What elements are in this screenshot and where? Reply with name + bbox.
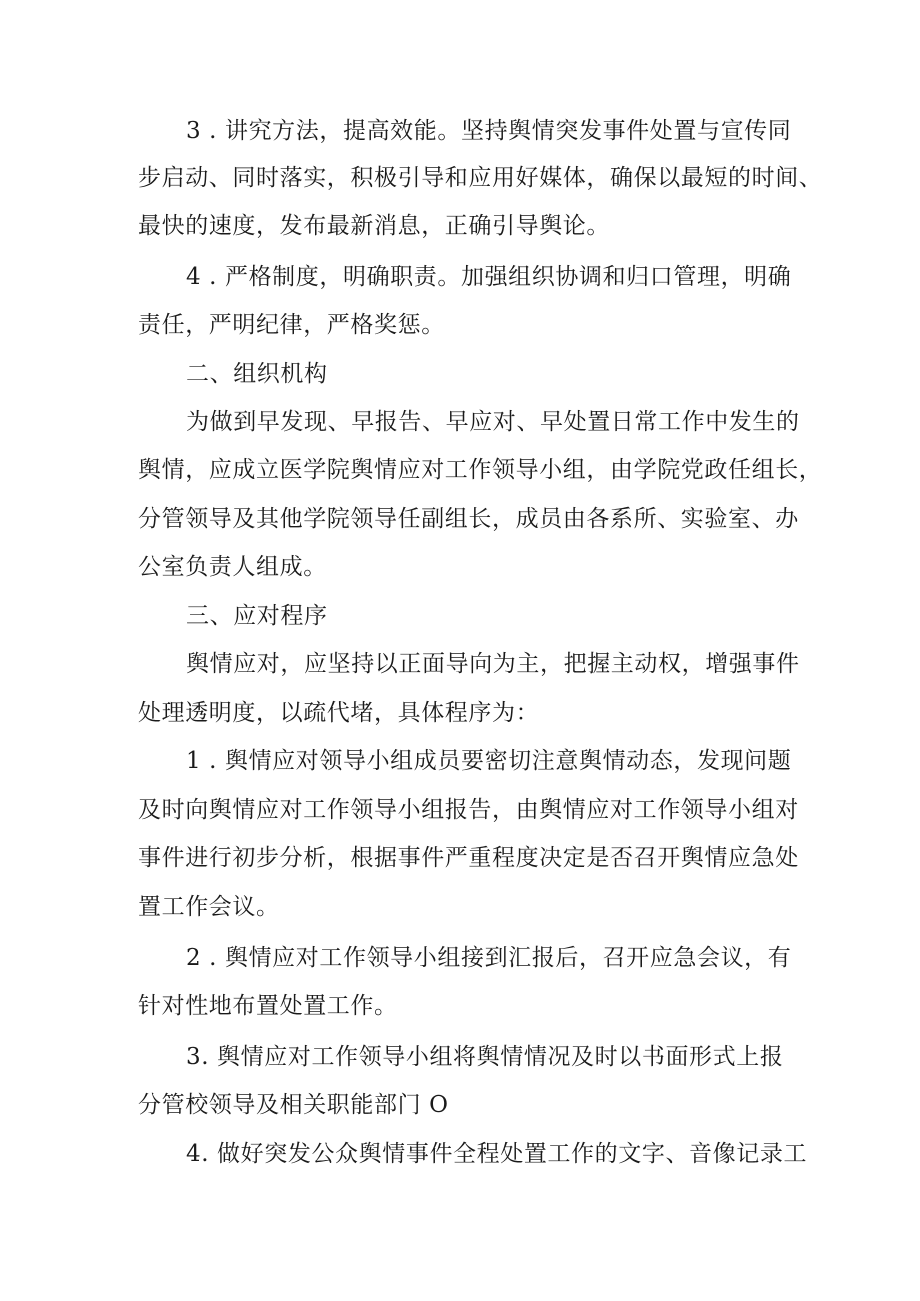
paragraph-line: 分管领导及其他学院领导任副组长，成员由各系所、实验室、办: [138, 506, 799, 532]
paragraph-line: 为做到早发现、早报告、早应对、早处置日常工作中发生的: [186, 409, 800, 435]
section-heading-organization: 二、组织机构: [186, 361, 328, 387]
paragraph-line: 3 . 讲究方法，提高效能。坚持舆情突发事件处置与宣传同: [186, 118, 792, 144]
paragraph-line: 舆情，应成立医学院舆情应对工作领导小组，由学院党政任组长，: [138, 457, 823, 483]
section-heading-procedure: 三、应对程序: [186, 603, 328, 629]
paragraph-line: 及时向舆情应对工作领导小组报告，由舆情应对工作领导小组对: [138, 797, 799, 823]
paragraph-line: 4. 做好突发公众舆情事件全程处置工作的文字、音像记录工: [186, 1141, 808, 1167]
paragraph-line: 事件进行初步分析，根据事件严重程度决定是否召开舆情应急处: [138, 845, 799, 871]
paragraph-line: 责任，严明纪律，严格奖惩。: [138, 312, 445, 338]
paragraph-line: 置工作会议。: [138, 894, 280, 920]
paragraph-line: 4 . 严格制度，明确职责。加强组织协调和归口管理，明确: [186, 264, 792, 290]
paragraph-line: 舆情应对，应坚持以正面导向为主，把握主动权，增强事件: [186, 651, 800, 677]
paragraph-line: 处理透明度，以疏代堵，具体程序为：: [138, 700, 540, 726]
paragraph-line: 1 . 舆情应对领导小组成员要密切注意舆情动态，发现问题: [186, 748, 792, 774]
paragraph-line: 2 . 舆情应对工作领导小组接到汇报后，召开应急会议，有: [186, 945, 792, 971]
paragraph-line: 针对性地布置处置工作。: [138, 993, 398, 1019]
paragraph-line: 3. 舆情应对工作领导小组将舆情情况及时以书面形式上报: [186, 1044, 784, 1070]
paragraph-line: 最快的速度，发布最新消息，正确引导舆论。: [138, 213, 610, 239]
paragraph-line: 分管校领导及相关职能部门 O: [138, 1092, 449, 1118]
paragraph-line: 步启动、同时落实，积极引导和应用好媒体，确保以最短的时间、: [138, 165, 823, 191]
paragraph-line: 公室负责人组成。: [138, 554, 327, 580]
